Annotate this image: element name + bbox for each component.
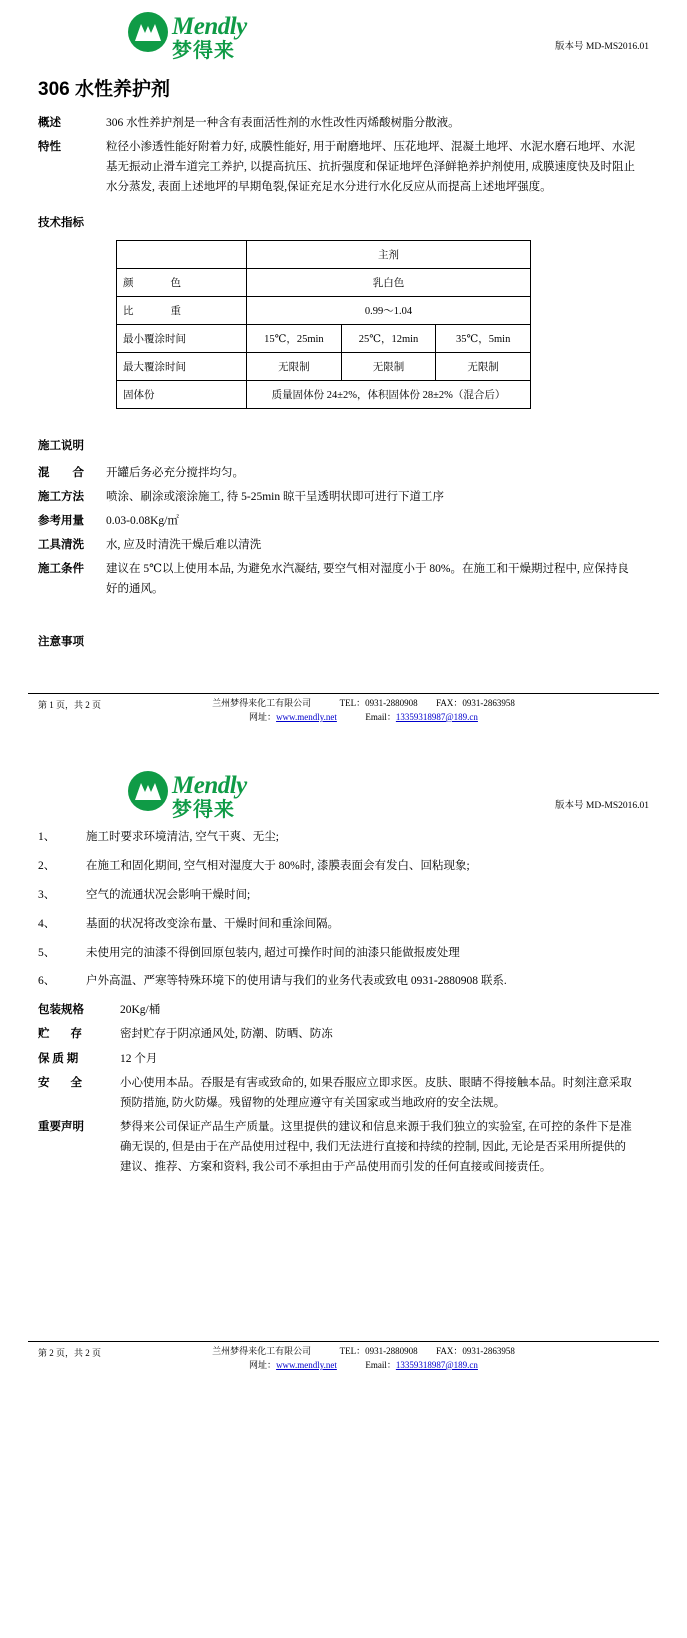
table-row <box>117 380 531 408</box>
safety-label: 安 全 <box>38 1076 82 1089</box>
construction-mix-row <box>28 463 659 483</box>
version-number-2: 版本号 MD-MS2016.01 <box>555 801 649 812</box>
overview-row <box>28 113 659 133</box>
page-header-2 <box>28 771 659 827</box>
construction-usage-row <box>28 511 659 531</box>
construction-conditions-text: 建议在 5℃以上使用本品, 为避免水汽凝结, 要空气相对湿度小于 80%。在施工和干燥期过程中, 应保持良好的通风。 <box>106 563 629 596</box>
footer-fax-1: FAX：0931-2863958 <box>436 698 515 709</box>
table-cell-key-density: 比 重 <box>117 296 247 324</box>
logo-mark-icon <box>128 12 168 52</box>
table-cell-min-recoat-25: 25℃，12min <box>341 324 436 352</box>
footer-site-label-2: 网址： <box>249 1359 277 1370</box>
logo-mark-icon <box>128 771 168 811</box>
list-item-number: 6、 <box>38 975 56 988</box>
construction-mix-text: 开罐后务必充分搅拌均匀。 <box>106 466 244 479</box>
shelf-life-text: 12 个月 <box>120 1052 158 1065</box>
page-title: 306 水性养护剂 <box>38 79 170 100</box>
storage-label: 贮 存 <box>38 1028 82 1041</box>
storage-row <box>28 1024 659 1044</box>
footer-company-1: 兰州梦得来化工有限公司 <box>212 698 312 709</box>
page-number-2: 第 2 页，共 2 页 <box>38 1348 102 1359</box>
footer-company-2: 兰州梦得来化工有限公司 <box>212 1346 312 1357</box>
table-cell-value-solids: 质量固体份 24±2%，体积固体份 28±2%（混合后） <box>247 380 531 408</box>
footer-tel-2: TEL：0931-2880908 <box>339 1346 418 1357</box>
table-cell-max-recoat-15: 无限制 <box>247 352 342 380</box>
safety-text: 小心使用本品。吞服是有害或致命的, 如果吞服应立即求医。皮肤、眼睛不得接触本品。时刻注意采取预防措施, 防火防爆。残留物的处理应遵守有关国家或当地政府的安全法规。 <box>120 1076 632 1109</box>
features-row <box>28 137 659 197</box>
brand-name-cn: 梦得来 <box>172 799 235 822</box>
features-label: 特性 <box>38 141 61 154</box>
footer-site-link-2[interactable]: www.mendly.net <box>276 1359 337 1370</box>
footer-email-link-1[interactable]: 13359318987@189.cn <box>395 711 478 722</box>
construction-cleaning-label: 工具清洗 <box>38 538 84 551</box>
footer-email-label-2: Email： <box>365 1359 396 1370</box>
page-number-1: 第 1 页，共 2 页 <box>38 700 102 711</box>
table-cell-min-recoat-15: 15℃，25min <box>247 324 342 352</box>
table-row <box>117 352 531 380</box>
construction-method-text: 喷涂、刷涂或滚涂施工, 待 5-25min 晾干呈透明状即可进行下道工序 <box>106 490 444 503</box>
construction-method-label: 施工方法 <box>38 490 84 503</box>
table-cell-max-recoat-35: 无限制 <box>436 352 531 380</box>
list-item <box>28 914 659 936</box>
construction-conditions-label: 施工条件 <box>38 563 84 575</box>
table-row <box>117 240 531 268</box>
list-item-text: 户外高温、严寒等特殊环境下的使用请与我们的业务代表或致电 0931-2880908 联系. <box>86 975 507 988</box>
table-row <box>117 324 531 352</box>
packaging-row <box>28 1000 659 1020</box>
brand-name-en: Mendly <box>172 772 247 800</box>
overview-text: 306 水性养护剂是一种含有表面活性剂的水性改性丙烯酸树脂分散液。 <box>106 117 460 129</box>
page-header <box>28 12 659 68</box>
table-cell-max-recoat-25: 无限制 <box>341 352 436 380</box>
footer-site-link-1[interactable]: www.mendly.net <box>276 711 337 722</box>
list-item-text: 施工时要求环境清洁, 空气干爽、无尘; <box>86 831 279 844</box>
construction-usage-text: 0.03-0.08Kg/㎡ <box>106 514 179 527</box>
document-page-2 <box>0 731 687 1379</box>
list-item-number: 2、 <box>38 860 56 873</box>
list-item-text: 空气的流通状况会影响干燥时间; <box>86 888 251 901</box>
storage-text: 密封贮存于阴凉通风处, 防潮、防晒、防冻 <box>120 1028 333 1041</box>
version-number: 版本号 MD-MS2016.01 <box>555 42 649 52</box>
table-cell-empty <box>117 240 247 268</box>
table-cell-key-max-recoat: 最大覆涂时间 <box>117 352 247 380</box>
list-item-text: 基面的状况将改变涂布量、干燥时间和重涂间隔。 <box>86 917 339 930</box>
table-cell-key-solids: 固体份 <box>117 380 247 408</box>
table-row <box>117 296 531 324</box>
brand-name-en: Mendly <box>172 13 247 40</box>
construction-method-row <box>28 487 659 507</box>
list-item <box>28 885 659 907</box>
brand-logo-2 <box>128 771 247 820</box>
spec-table <box>116 240 531 409</box>
features-text: 粒径小渗透性能好附着力好, 成膜性能好, 用于耐磨地坪、压花地坪、混凝土地坪、水泥水磨石地坪、水泥基无振动止滑车道完工养护, 以提高抗压、抗折强度和保证地坪色泽鲜艳养护剂使用, 成膜速度快及时阻止水分蒸发, 表面上述地坪的早期龟裂,保证充足水分进行水化反应从而提高上述地坪强度。 <box>106 141 635 194</box>
construction-mix-label: 混 合 <box>38 466 84 479</box>
list-item <box>28 943 659 965</box>
construction-usage-label: 参考用量 <box>38 514 84 527</box>
footer-tel-1: TEL：0931-2880908 <box>339 698 418 709</box>
table-cell-key-color: 颜 色 <box>117 268 247 296</box>
packaging-label: 包装规格 <box>38 1004 84 1017</box>
disclaimer-text: 梦得来公司保证产品生产质量。这里提供的建议和信息来源于我们独立的实验室, 在可控的条件下是准确无误的, 但是由于在产品使用过程中, 我们无法进行直接和持续的控制, 因此, 无论是否采用所提供的建议、推荐、方案和资料, 我公司不承担由于产品使用而引发的任何直接或间接责任。 <box>120 1120 632 1174</box>
brand-name-cn: 梦得来 <box>172 40 235 62</box>
list-item-number: 3、 <box>38 888 56 901</box>
page-footer-2 <box>28 1341 659 1379</box>
table-cell-value-color: 乳白色 <box>247 268 531 296</box>
overview-label: 概述 <box>38 117 61 129</box>
disclaimer-row <box>28 1117 659 1177</box>
shelf-life-label: 保 质 期 <box>38 1052 79 1065</box>
list-item-text: 在施工和固化期间, 空气相对湿度大于 80%时, 漆膜表面会有发白、回粘现象; <box>86 860 470 873</box>
table-header-main: 主剂 <box>247 240 531 268</box>
safety-row <box>28 1073 659 1113</box>
packaging-text: 20Kg/桶 <box>120 1004 161 1017</box>
table-cell-key-min-recoat: 最小覆涂时间 <box>117 324 247 352</box>
list-item <box>28 971 659 993</box>
construction-cleaning-row <box>28 535 659 555</box>
document-page-1 <box>0 12 687 731</box>
list-item-number: 5、 <box>38 946 56 959</box>
list-item <box>28 827 659 849</box>
footer-email-link-2[interactable]: 13359318987@189.cn <box>395 1359 478 1370</box>
list-item <box>28 856 659 878</box>
disclaimer-label: 重要声明 <box>38 1120 84 1133</box>
table-row <box>117 268 531 296</box>
footer-site-label-1: 网址： <box>249 711 277 722</box>
list-item-text: 未使用完的油漆不得倒回原包装内, 超过可操作时间的油漆只能做报废处理 <box>86 946 460 959</box>
brand-logo <box>128 12 247 61</box>
construction-heading: 施工说明 <box>38 439 84 452</box>
construction-cleaning-text: 水, 应及时清洗干燥后难以清洗 <box>106 538 262 551</box>
shelf-life-row <box>28 1049 659 1069</box>
construction-conditions-row <box>28 559 659 599</box>
table-cell-min-recoat-35: 35℃，5min <box>436 324 531 352</box>
list-item-number: 1、 <box>38 831 56 844</box>
table-cell-value-density: 0.99～1.04 <box>247 296 531 324</box>
list-item-number: 4、 <box>38 917 56 930</box>
tech-spec-heading: 技术指标 <box>38 216 84 229</box>
page-footer-1 <box>28 693 659 731</box>
footer-fax-2: FAX：0931-2863958 <box>436 1346 515 1357</box>
footer-email-label-1: Email： <box>365 711 396 722</box>
notice-heading: 注意事项 <box>38 636 84 649</box>
